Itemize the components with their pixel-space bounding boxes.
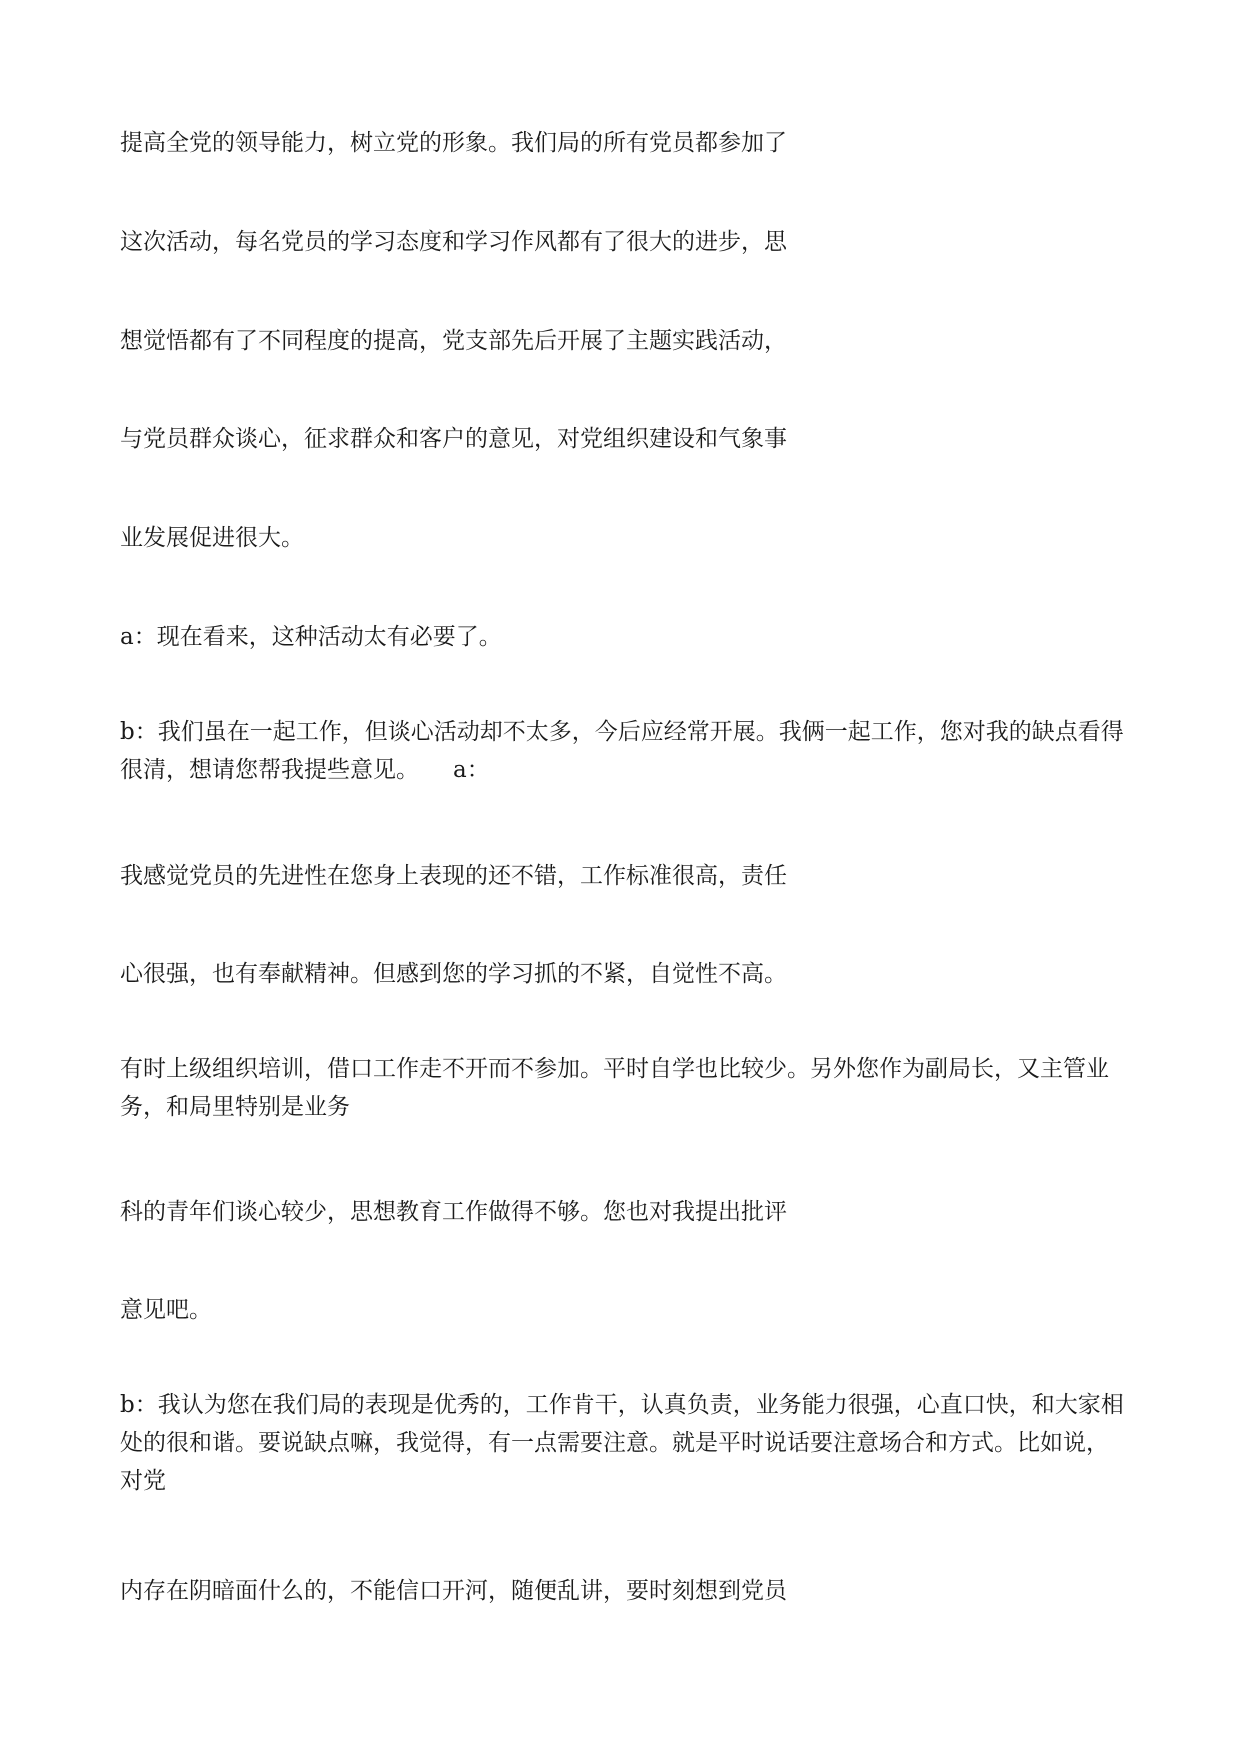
dialogue-b-1 <box>120 713 1130 789</box>
paragraph-2: 这次活动，每名党员的学习态度和学习作风都有了很大的进步，思 <box>120 229 787 255</box>
paragraph-8: 有时上级组织培训，借口工作走不开而不参加。平时自学也比较少。另外您作为副局长，又主管业务，和局里特别是业务 <box>120 1056 1109 1120</box>
paragraph-10: 意见吧。 <box>120 1297 212 1323</box>
paragraph-11: 内存在阴暗面什么的，不能信口开河，随便乱讲，要时刻想到党员 <box>120 1578 787 1604</box>
dialogue-b-1-text: b：我们虽在一起工作，但谈心活动却不太多，今后应经常开展。我俩一起工作，您对我的缺点看得很清，想请您帮我提些意见。 <box>120 719 1124 783</box>
paragraph-7: 心很强，也有奉献精神。但感到您的学习抓的不紧，自觉性不高。 <box>120 961 787 987</box>
paragraph-5: 业发展促进很大。 <box>120 525 304 551</box>
paragraph-9: 科的青年们谈心较少，思想教育工作做得不够。您也对我提出批评 <box>120 1199 787 1225</box>
dialogue-a-2-prefix: a： <box>453 757 490 783</box>
paragraph-1: 提高全党的领导能力，树立党的形象。我们局的所有党员都参加了 <box>120 130 787 156</box>
paragraph-6: 我感觉党员的先进性在您身上表现的还不错，工作标准很高，责任 <box>120 863 787 889</box>
dialogue-b-2: b：我认为您在我们局的表现是优秀的，工作肯干，认真负责，业务能力很强，心直口快，和大家相处的很和谐。要说缺点嘛，我觉得，有一点需要注意。就是平时说话要注意场合和方式。比如说，对党 <box>120 1392 1124 1494</box>
paragraph-4: 与党员群众谈心，征求群众和客户的意见，对党组织建设和气象事 <box>120 426 787 452</box>
paragraph-3: 想觉悟都有了不同程度的提高，党支部先后开展了主题实践活动， <box>120 328 787 354</box>
dialogue-a-1: a：现在看来，这种活动太有必要了。 <box>120 624 502 650</box>
